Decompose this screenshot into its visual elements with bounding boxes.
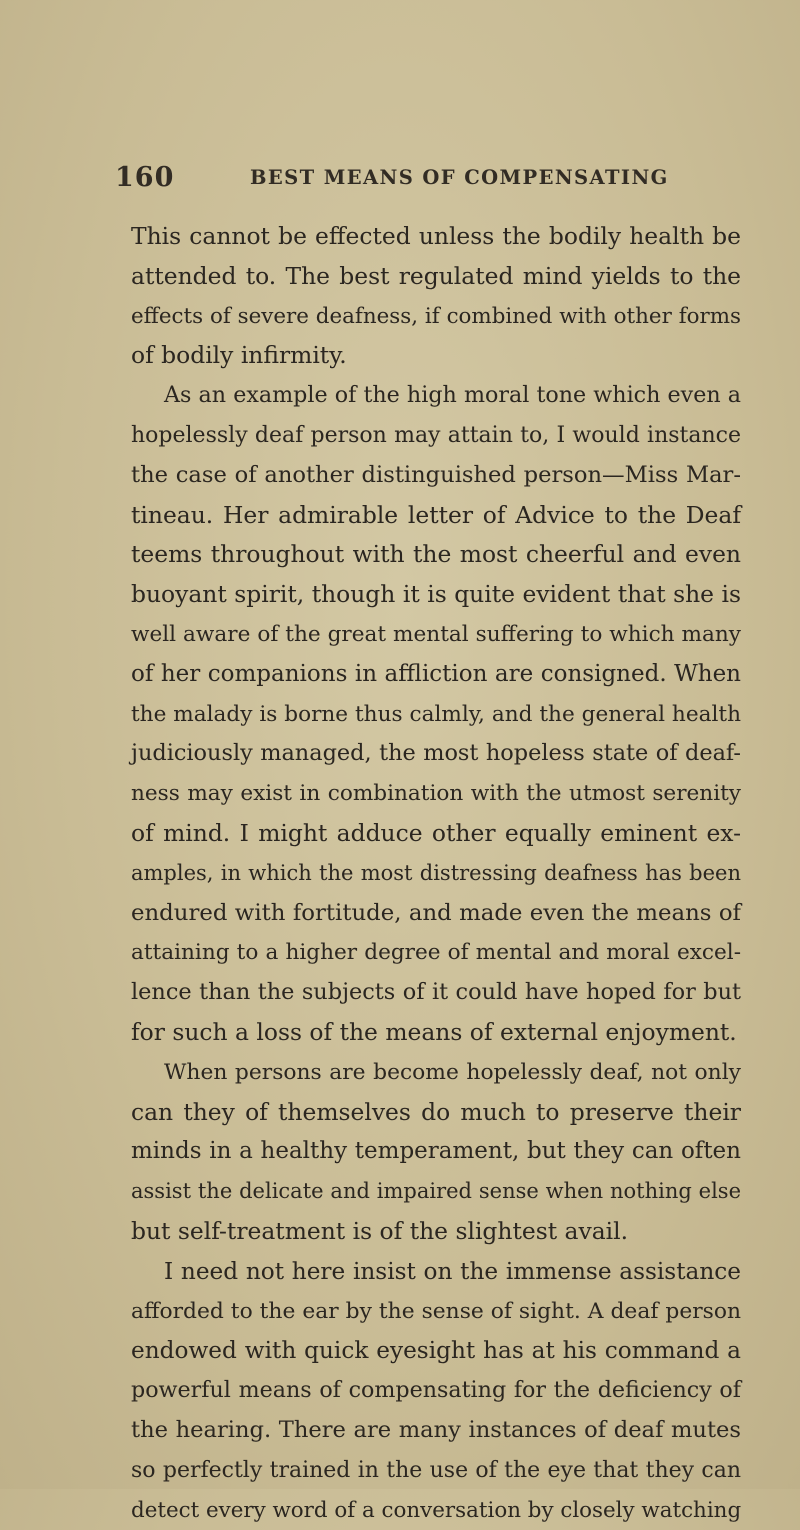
text-line: well aware of the great mental suffering to which many — [131, 615, 741, 655]
text-line: endured with fortitude, and made even the means of — [131, 894, 741, 934]
text-line: tineau. Her admirable letter of Advice to the Deaf — [131, 496, 741, 536]
text-line: the case of another distinguished person—Miss Mar- — [131, 456, 741, 496]
text-line: of bodily infirmity. — [131, 336, 741, 376]
text-line: lence than the subjects of it could have hoped for but — [131, 973, 741, 1013]
text-line: endowed with quick eyesight has at his command a — [131, 1331, 741, 1371]
body-text — [131, 217, 741, 1530]
text-line: the hearing. There are many instances of deaf mutes — [131, 1411, 741, 1451]
text-line: hopelessly deaf person may attain to, I would instance — [131, 416, 741, 456]
text-line: ness may exist in combination with the utmost serenity — [131, 774, 741, 814]
text-line: buoyant spirit, though it is quite evident that she is — [131, 575, 741, 615]
text-line: judiciously managed, the most hopeless state of deaf- — [131, 734, 741, 774]
text-line: of mind. I might adduce other equally eminent ex- — [131, 814, 741, 854]
text-line: When persons are become hopelessly deaf, not only — [131, 1053, 741, 1093]
text-line: minds in a healthy temperament, but they can often — [131, 1132, 741, 1172]
text-line: assist the delicate and impaired sense when nothing else — [131, 1172, 741, 1212]
text-line: detect every word of a conversation by closely watching — [131, 1491, 741, 1530]
text-line: attended to. The best regulated mind yields to the — [131, 257, 741, 297]
text-line: As an example of the high moral tone which even a — [131, 376, 741, 416]
running-title: BEST MEANS OF COMPENSATING — [250, 166, 669, 189]
text-line: teems throughout with the most cheerful and even — [131, 535, 741, 575]
text-line: attaining to a higher degree of mental and moral excel- — [131, 933, 741, 973]
text-line: afforded to the ear by the sense of sight. A deaf person — [131, 1292, 741, 1332]
text-line: but self-treatment is of the slightest avail. — [131, 1212, 741, 1252]
text-line: powerful means of compensating for the deficiency of — [131, 1371, 741, 1411]
text-line: effects of severe deafness, if combined with other forms — [131, 297, 741, 337]
text-line: I need not here insist on the immense assistance — [131, 1252, 741, 1292]
running-head — [115, 162, 755, 206]
text-line: can they of themselves do much to preserve their — [131, 1093, 741, 1133]
text-line: amples, in which the most distressing deafness has been — [131, 854, 741, 894]
page-number: 160 — [115, 162, 174, 193]
text-line: This cannot be effected unless the bodily health be — [131, 217, 741, 257]
text-line: of her companions in affliction are consigned. When — [131, 655, 741, 695]
text-line: so perfectly trained in the use of the eye that they can — [131, 1451, 741, 1491]
text-line: for such a loss of the means of external enjoyment. — [131, 1013, 741, 1053]
text-line: the malady is borne thus calmly, and the general health — [131, 695, 741, 735]
